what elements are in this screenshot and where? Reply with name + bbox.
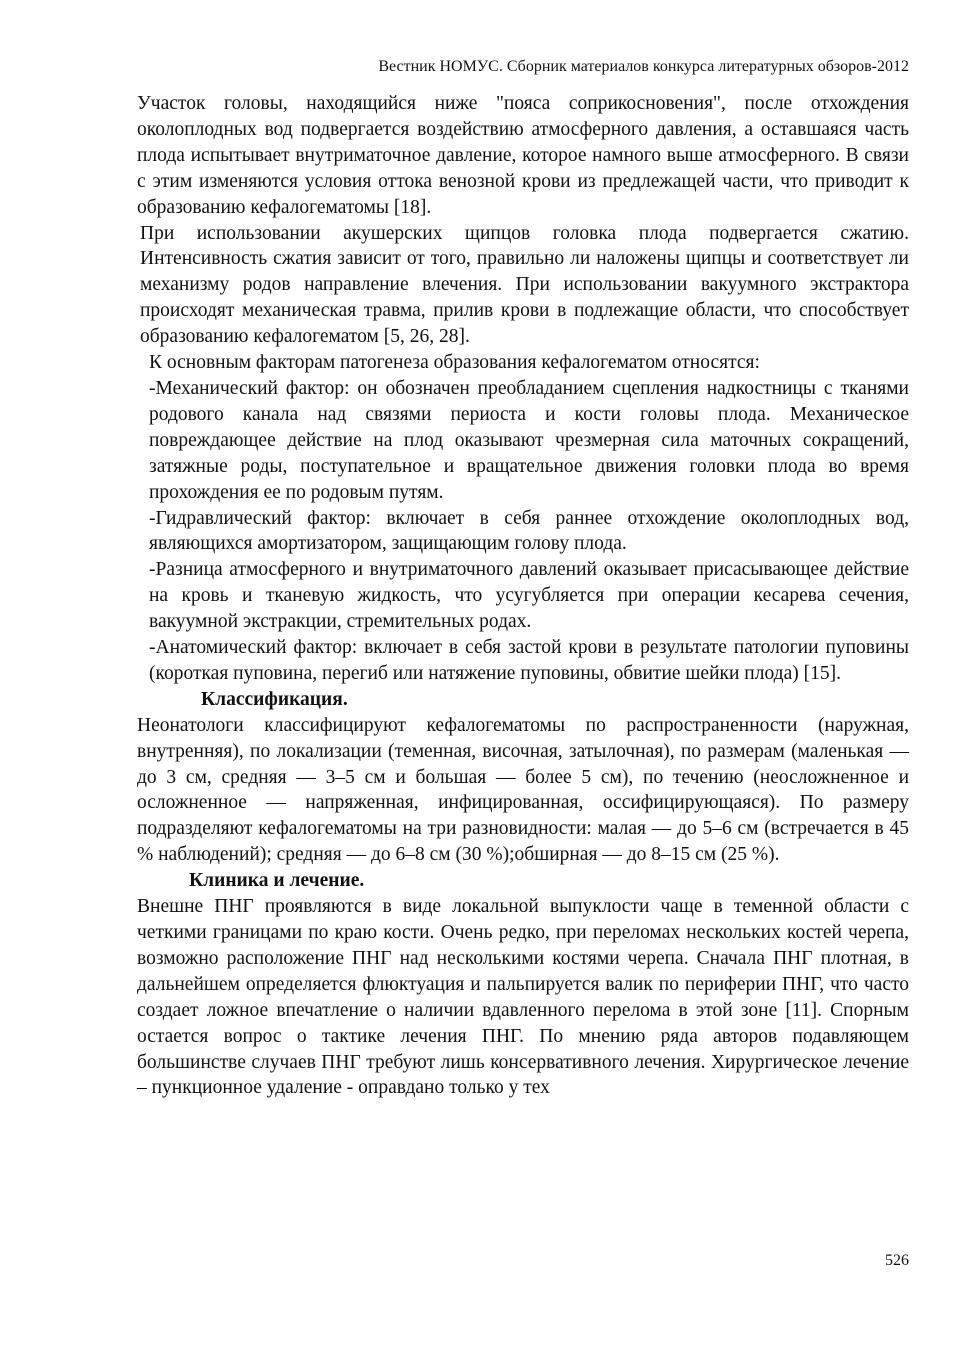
paragraph-classification: Неонатологи классифицируют кефалогематомы по распространенности (наружная, внутренняя), по локализации (теменная, височная, затылочная), по размерам (маленькая — до 3 см, средняя — 3–5 см и большая — более 5 см), по течению (неосложненное и осложненное — напряженная, инфицированная, оссифицирующаяся). По размеру подразделяют кефалогематомы на три разновидности: малая — до 5–6 см (встречается в 45 % наблюдений); средняя — до 6–8 см (30 %);обширная — до 8–15 см (25 %). <box>137 714 909 866</box>
section-heading-clinic: Клиника и лечение. <box>189 870 365 892</box>
page-body <box>137 91 909 1101</box>
list-item-anatomical-factor: -Анатомический фактор: включает в себя застой крови в результате патологии пуповины (короткая пуповина, перегиб или натяжение пуповины, обвитие шейки плода) [15]. <box>149 637 909 684</box>
paragraph-factors-intro: К основным факторам патогенеза образования кефалогематом относятся: <box>149 352 760 374</box>
section-heading-classification: Классификация. <box>201 688 348 710</box>
paragraph-forceps: При использовании акушерских щипцов головка плода подвергается сжатию. Интенсивность сжатия зависит от того, правильно ли наложены щипцы и соответствует ли механизму родов направление влечения. При использовании вакуумного экстрактора происходят механическая травма, прилив крови в подлежащие области, что способствует образованию кефалогематом [5, 26, 28]. <box>140 222 909 348</box>
running-header: Вестник НОМУС. Сборник материалов конкурса литературных обзоров-2012 <box>378 58 909 75</box>
list-item-pressure-difference: -Разница атмосферного и внутриматочного давлений оказывает присасывающее действие на кровь и тканевую жидкость, что усугубляется при операции кесарева сечения, вакуумной экстракции, стремительных родах. <box>149 559 909 633</box>
paragraph-pressure-zone: Участок головы, находящийся ниже "пояса соприкосновения", после отхождения околоплодных вод подвергается воздействию атмосферного давления, а оставшаяся часть плода испытывает внутриматочное давление, которое намного выше атмосферного. В связи с этим изменяются условия оттока венозной крови из предлежащей части, что приводит к образованию кефалогематомы [18]. <box>137 93 909 218</box>
paragraph-clinic-treatment: Внешне ПНГ проявляются в виде локальной выпуклости чаще в теменной области с четкими границами по краю кости. Очень редко, при переломах нескольких костей черепа, возможно расположение ПНГ над несколькими костями черепа. Сначала ПНГ плотная, в дальнейшем определяется флюктуация и пальпируется валик по периферии ПНГ, что часто создает ложное впечатление о наличии вдавленного перелома в этой зоне [11]. Спорным остается вопрос о тактике лечения ПНГ. По мнению ряда авторов подавляющем большинстве случаев ПНГ требуют лишь консервативного лечения. Хирургическое лечение – пункционное удаление - оправдано только у тех <box>137 896 909 1099</box>
page-number: 526 <box>885 1252 909 1269</box>
list-item-mechanical-factor: -Механический фактор: он обозначен преобладанием сцепления надкостницы с тканями родового канала над связями периоста и кости головы плода. Механическое повреждающее действие на плод оказывают чрезмерная сила маточных сокращений, затяжные роды, поступательное и вращательное движения головки плода во время прохождения ее по родовым путям. <box>149 377 909 503</box>
list-item-hydraulic-factor: -Гидравлический фактор: включает в себя раннее отхождение околоплодных вод, являющихся амортизатором, защищающим голову плода. <box>149 507 909 555</box>
